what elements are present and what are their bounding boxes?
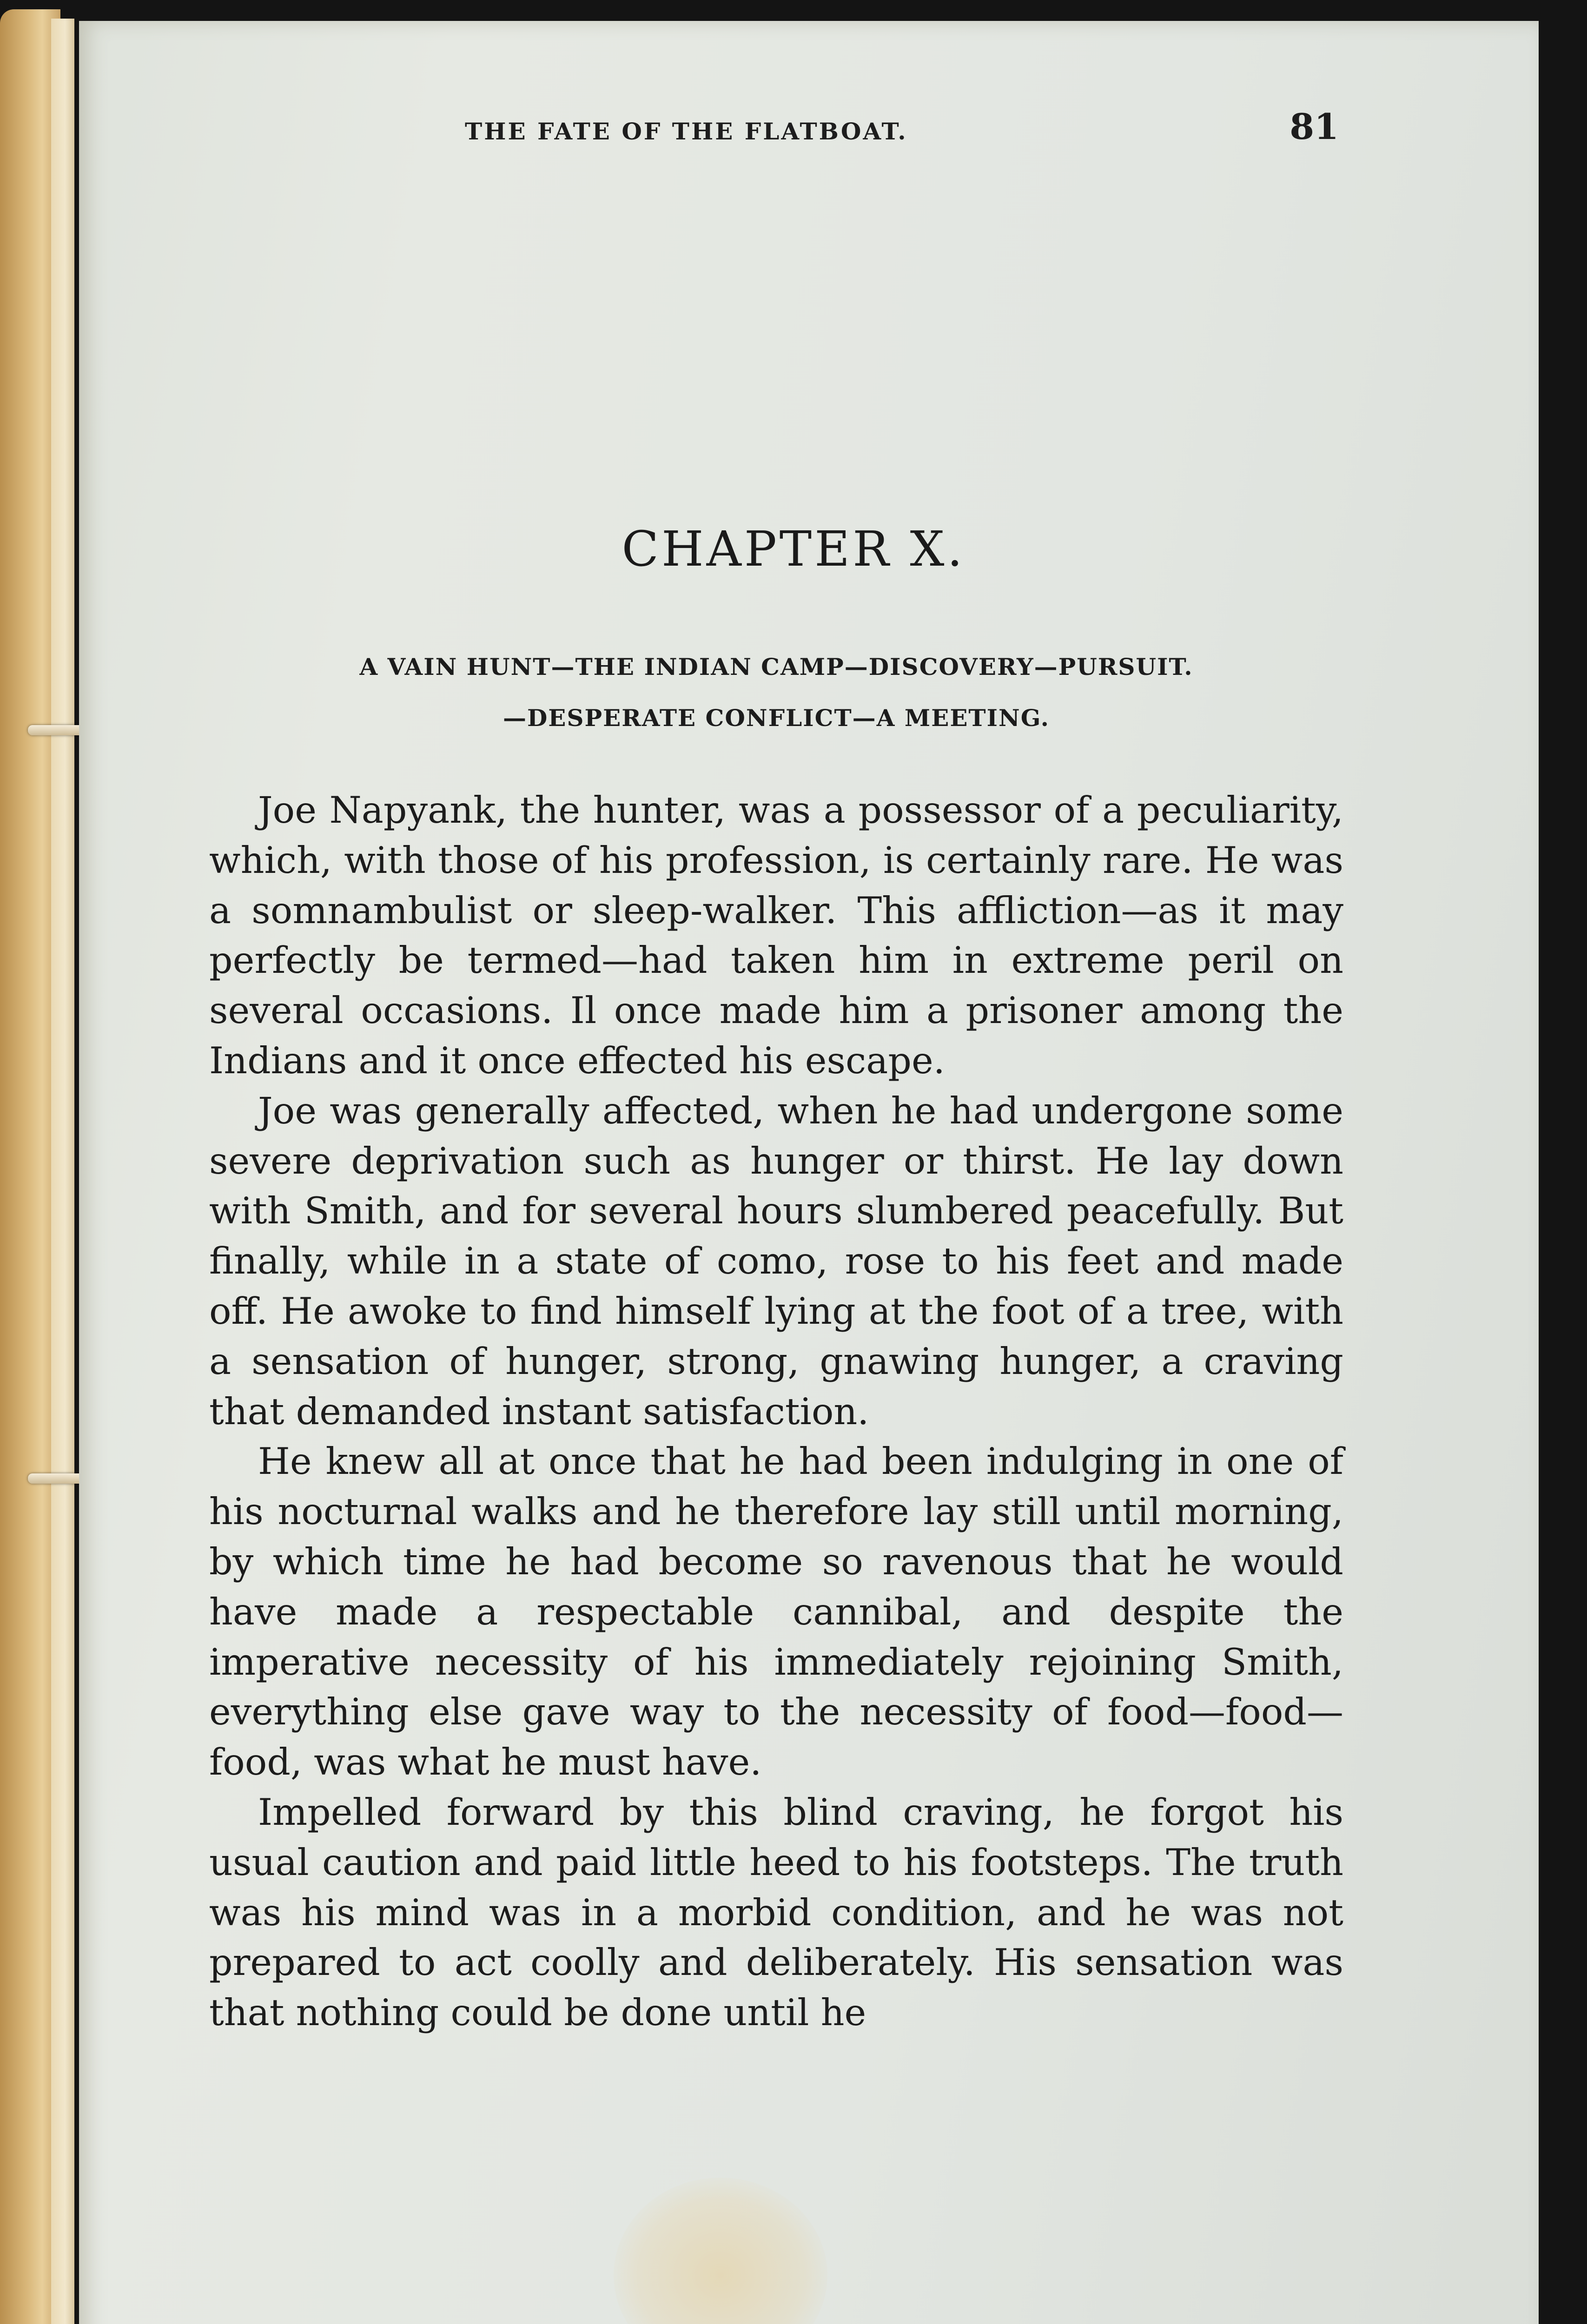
- page-header: [353, 101, 1339, 157]
- synopsis-line: A VAIN HUNT—THE INDIAN CAMP—DISCOVERY—PURSUIT.: [359, 653, 1193, 680]
- chapter-body: [209, 786, 1343, 2038]
- chapter-synopsis: [200, 641, 1353, 744]
- running-head: THE FATE OF THE FLATBOAT.: [465, 118, 908, 145]
- synopsis-line: —DESPERATE CONFLICT—A MEETING.: [503, 704, 1050, 732]
- paragraph: He knew all at once that he had been indulging in one of his nocturnal walks and he therefore lay still until morning, by which time he had become so ravenous that he would have made a respectable cannibal, and despite the imperative necessity of his immediately rejoining Smith, everything else gave way to the necessity of food—food—food, was what he must have.: [209, 1440, 1343, 1784]
- paragraph: Impelled forward by this blind craving, he forgot his usual caution and paid little heed to his footsteps. The truth was his mind was in a morbid condition, and he was not prepared to act coolly and deliberately. His sensation was that nothing could be done until he: [209, 1790, 1343, 2034]
- page-fore-edge: [51, 19, 74, 2324]
- paragraph: Joe Napyank, the hunter, was a possessor of a peculiarity, which, with those of his profession, is certainly rare. He was a somnambulist or sleep-walker. This affliction—as it may perfectly be termed—had taken him in extreme peril on several occasions. Il once made him a prisoner among the Indians and it once effected his escape.: [209, 789, 1343, 1082]
- chapter-title: CHAPTER X.: [622, 521, 965, 577]
- page-number: 81: [1289, 106, 1339, 147]
- paragraph: Joe was generally affected, when he had undergone some severe deprivation such as hunger or thirst. He lay down with Smith, and for several hours slumbered peacefully. But finally, while in a state of como, rose to his feet and made off. He awoke to find himself lying at the foot of a tree, with a sensation of hunger, strong, gnawing hunger, a craving that demanded instant satisfaction.: [209, 1089, 1343, 1433]
- paper-stain: [614, 2178, 827, 2324]
